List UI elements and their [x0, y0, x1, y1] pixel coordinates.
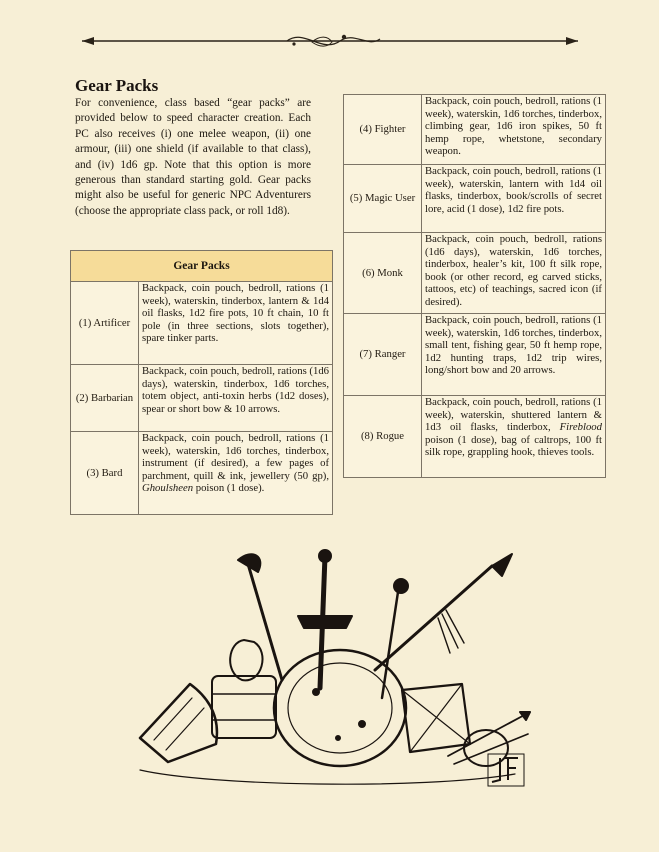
pack-name: (3) Bard: [71, 432, 139, 515]
pack-items-text: poison (1 dose).: [193, 482, 265, 494]
table-row: [344, 314, 606, 396]
gear-pile-illustration: [120, 548, 540, 794]
table-row: [344, 233, 606, 314]
pack-items-text: poison (1 dose), bag of caltrops, 100 ft silk rope, grappling hook, thieves tools.: [425, 433, 602, 458]
pack-name: (8) Rogue: [344, 396, 422, 478]
gear-packs-table-right: [343, 94, 606, 478]
table-row: [344, 396, 606, 478]
pack-items: Backpack, coin pouch, bedroll, rations (1 week), waterskin, 1d6 torches, tinderbox, climbing gear, 1d6 iron spikes, 50 ft hemp rope, whetstone, secondary weapon.: [422, 95, 606, 165]
poison-name: Ghoulsheen: [142, 482, 194, 494]
poison-name: Fireblood: [559, 421, 602, 433]
pack-name: (5) Magic User: [344, 165, 422, 233]
pack-items-text: Backpack, coin pouch, bedroll, rations (1 week), waterskin, 1d6 torches, tinderbox, instrument (if desired), a few pages of parchment, quill & ink, jewellery (50 gp),: [142, 432, 330, 482]
table-row: [71, 432, 333, 515]
gear-packs-table-left: [70, 250, 333, 515]
table-header: Gear Packs: [71, 251, 333, 282]
pack-name: (2) Barbarian: [71, 365, 139, 432]
table-header-row: [71, 251, 333, 282]
artist-signature: [488, 754, 524, 786]
pack-items-text: Backpack, coin pouch, bedroll, rations (1 week), waterskin, shuttered lantern & 1d3 oil flasks, tinderbox,: [425, 396, 602, 433]
pack-name: (7) Ranger: [344, 314, 422, 396]
pack-name: (4) Fighter: [344, 95, 422, 165]
page-title: Gear Packs: [75, 76, 159, 95]
pack-name: (1) Artificer: [71, 282, 139, 365]
table-row: [344, 95, 606, 165]
pack-items: Backpack, coin pouch, bedroll, rations (1 week), waterskin, 1d6 torches, tinderbox, small tent, fishing gear, 50 ft hemp rope, 1d2 hunting traps, 1d2 trip wires, long/short bow and 20 arrows.: [422, 314, 606, 396]
pack-items: Backpack, coin pouch, bedroll, rations (1d6 days), waterskin, 1d6 torches, tinderbox, healer’s kit, 100 ft silk rope, book (or other record, eg carved sticks, tattoos, etc) of teachings, sacred icon (if desired).: [422, 233, 606, 314]
pack-items: Backpack, coin pouch, bedroll, rations (1 week), waterskin, lantern with 1d4 oil flasks, tinderbox, book/scrolls of secret lore, acid (1 dose), 1d2 fire pots.: [422, 165, 606, 233]
header-flourish-ornament: [82, 30, 578, 52]
pack-items: [422, 396, 606, 478]
table-row: [71, 365, 333, 432]
pack-name: (6) Monk: [344, 233, 422, 314]
pack-items: Backpack, coin pouch, bedroll, rations (1d6 days), waterskin, tinderbox, 1d6 torches, totem object, anti-toxin herbs (1d2 doses), spear or short bow & 10 arrows.: [139, 365, 333, 432]
pack-items: [139, 432, 333, 515]
intro-paragraph: For convenience, class based “gear packs” are provided below to speed character creation. Each PC also receives (i) one melee weapon, (ii) one armour, (iii) one shield (if available to that class), and (iv) 1d6 gp. Note that this option is more generous than standard starting gold. Gear packs might also be useful for generic NPC Adventurers (choose the appropriate class pack, or roll 1d8).: [75, 97, 311, 217]
table-row: [71, 282, 333, 365]
table-row: [344, 165, 606, 233]
pack-items: Backpack, coin pouch, bedroll, rations (1 week), waterskin, tinderbox, lantern & 1d4 oil flasks, 1d2 fire pots, 10 ft chain, 10 ft pole (in three sections, slots together), spare tinker parts.: [139, 282, 333, 365]
